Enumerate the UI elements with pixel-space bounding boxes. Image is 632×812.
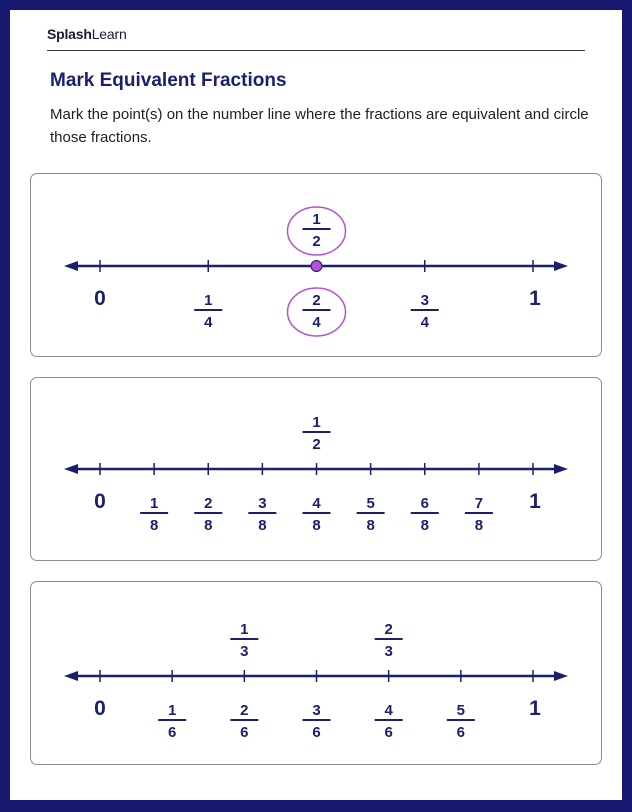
svg-text:3: 3 [240,643,249,660]
svg-text:1: 1 [312,414,321,431]
svg-text:8: 8 [474,517,484,534]
page-title: Mark Equivalent Fractions [50,70,287,91]
svg-text:6: 6 [420,495,429,512]
fraction-label-above [375,621,403,660]
fraction-label-below [303,702,331,741]
marked-point[interactable] [311,261,322,272]
svg-text:8: 8 [420,517,429,534]
svg-text:4: 4 [384,702,393,719]
svg-text:6: 6 [456,724,466,741]
svg-text:5: 5 [366,495,375,512]
fraction-label-below [357,495,385,534]
fraction-label-below [303,495,331,534]
svg-text:3: 3 [312,702,321,719]
label-one: 1 [529,490,541,513]
fraction-label-below [194,495,222,534]
svg-text:2: 2 [312,292,321,309]
fraction-label-above [303,414,331,453]
svg-text:1: 1 [149,495,159,512]
svg-text:1: 1 [204,292,213,309]
arrow-left-icon [64,671,78,681]
svg-text:5: 5 [456,702,466,719]
svg-text:4: 4 [204,314,213,331]
svg-text:3: 3 [258,495,267,512]
fraction-label-below [288,288,346,336]
fraction-label-below [248,495,276,534]
svg-text:4: 4 [420,314,429,331]
svg-text:2: 2 [312,436,321,453]
svg-text:1: 1 [312,211,321,228]
svg-text:2: 2 [240,702,249,719]
label-one: 1 [529,287,541,310]
arrow-right-icon [554,464,568,474]
svg-text:3: 3 [384,643,393,660]
arrow-left-icon [64,464,78,474]
svg-text:6: 6 [312,724,321,741]
fraction-label-below [375,702,403,741]
fraction-label-below [411,495,439,534]
instructions: Mark the point(s) on the number line where the fractions are equivalent and circle those fractions. [50,106,589,146]
label-zero: 0 [94,287,106,310]
splashlearn-logo: SplashLearn [47,26,127,42]
fraction-label-below [194,292,222,331]
svg-text:7: 7 [474,495,484,512]
svg-text:2: 2 [204,495,213,512]
svg-text:8: 8 [312,517,321,534]
svg-text:6: 6 [240,724,249,741]
fraction-label-below [140,495,168,534]
fraction-label-above [288,207,346,255]
label-one: 1 [529,697,541,720]
fraction-label-below [230,702,258,741]
svg-text:1: 1 [167,702,177,719]
fraction-label-above [230,621,258,660]
svg-text:2: 2 [312,233,321,250]
svg-text:8: 8 [204,517,213,534]
fraction-label-below [158,702,186,741]
arrow-right-icon [554,261,568,271]
svg-text:1: 1 [240,621,249,638]
label-zero: 0 [94,490,106,513]
arrow-right-icon [554,671,568,681]
arrow-left-icon [64,261,78,271]
svg-text:6: 6 [167,724,177,741]
fraction-label-below [411,292,439,331]
svg-text:6: 6 [384,724,393,741]
fraction-label-below [465,495,493,534]
svg-text:8: 8 [366,517,375,534]
label-zero: 0 [94,697,106,720]
fraction-label-below [447,702,475,741]
svg-text:8: 8 [258,517,267,534]
svg-text:8: 8 [149,517,159,534]
svg-text:3: 3 [420,292,429,309]
svg-text:2: 2 [384,621,393,638]
svg-text:4: 4 [312,495,321,512]
svg-text:4: 4 [312,314,321,331]
